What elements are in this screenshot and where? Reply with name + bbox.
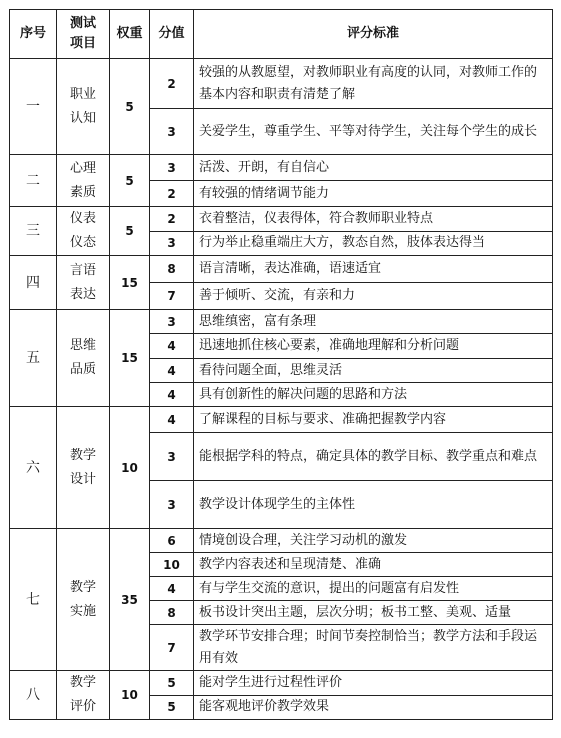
row-score: 7 [150,625,194,671]
table-row [10,671,553,696]
row-score: 8 [150,601,194,625]
row-score: 3 [150,433,194,481]
group-weight: 10 [110,407,150,529]
header-seq: 序号 [10,10,57,59]
table-row [10,407,553,433]
row-score: 10 [150,553,194,577]
row-score: 3 [150,231,194,256]
row-score: 5 [150,695,194,720]
row-criteria: 教学环节安排合理；时间节奏控制恰当；教学方法和手段运用有效 [194,625,553,671]
row-score: 4 [150,359,194,383]
table-row [10,310,553,334]
row-score: 2 [150,181,194,207]
table-row [10,155,553,181]
group-seq: 一 [10,59,57,155]
scoring-table [9,9,553,720]
group-weight: 15 [110,310,150,407]
row-score: 2 [150,207,194,232]
row-score: 5 [150,671,194,696]
group-project-text: 教学设计 [69,447,96,487]
group-weight: 15 [110,256,150,310]
row-score: 3 [150,310,194,334]
group-seq: 二 [10,155,57,207]
group-weight: 10 [110,671,150,720]
row-criteria: 关爱学生，尊重学生、平等对待学生，关注每个学生的成长 [194,109,553,155]
group-weight: 5 [110,207,150,256]
row-criteria: 活泼、开朗，有自信心 [194,155,553,181]
header-weight: 权重 [110,10,150,59]
row-criteria: 善于倾听、交流，有亲和力 [194,283,553,310]
row-criteria: 了解课程的目标与要求、准确把握教学内容 [194,407,553,433]
header-score: 分值 [150,10,194,59]
group-project [57,671,110,720]
row-score: 4 [150,577,194,601]
group-project-text: 思维品质 [69,338,96,377]
group-project-text: 心理素质 [69,160,96,200]
group-project [57,310,110,407]
row-score: 3 [150,155,194,181]
group-project-text: 言语表达 [69,262,96,302]
row-score: 3 [150,481,194,529]
row-criteria: 板书设计突出主题，层次分明；板书工整、美观、适量 [194,601,553,625]
row-criteria: 看待问题全面，思维灵活 [194,359,553,383]
row-score: 4 [150,407,194,433]
row-criteria: 较强的从教愿望，对教师职业有高度的认同，对教师工作的基本内容和职责有清楚了解 [194,59,553,109]
group-project [57,207,110,256]
group-weight: 5 [110,155,150,207]
header-project [57,10,110,59]
row-criteria: 能客观地评价教学效果 [194,695,553,720]
header-row [10,10,553,59]
table-row [10,529,553,553]
row-score: 7 [150,283,194,310]
group-weight: 5 [110,59,150,155]
row-criteria: 迅速地抓住核心要素，准确地理解和分析问题 [194,334,553,359]
row-criteria: 行为举止稳重端庄大方，教态自然，肢体表达得当 [194,231,553,256]
row-criteria: 能对学生进行过程性评价 [194,671,553,696]
row-criteria: 情境创设合理，关注学习动机的激发 [194,529,553,553]
row-score: 6 [150,529,194,553]
row-criteria: 语言清晰，表达准确，语速适宜 [194,256,553,283]
row-criteria: 衣着整洁，仪表得体，符合教师职业特点 [194,207,553,232]
table-row [10,207,553,232]
group-seq: 四 [10,256,57,310]
row-criteria: 教学内容表述和呈现清楚、准确 [194,553,553,577]
row-criteria: 有较强的情绪调节能力 [194,181,553,207]
row-score: 4 [150,334,194,359]
group-project [57,407,110,529]
row-criteria: 能根据学科的特点，确定具体的教学目标、教学重点和难点 [194,433,553,481]
row-score: 2 [150,59,194,109]
row-criteria: 具有创新性的解决问题的思路和方法 [194,383,553,407]
group-project-text: 教学实施 [69,579,96,619]
group-project-text: 仪表仪态 [69,211,96,250]
row-criteria: 有与学生交流的意识，提出的问题富有启发性 [194,577,553,601]
row-criteria: 思维缜密，富有条理 [194,310,553,334]
group-project [57,529,110,671]
row-criteria: 教学设计体现学生的主体性 [194,481,553,529]
group-project [57,155,110,207]
group-seq: 五 [10,310,57,407]
table-row [10,59,553,109]
table-row [10,256,553,283]
row-score: 3 [150,109,194,155]
header-project-text: 测试项目 [69,16,96,51]
group-project [57,59,110,155]
row-score: 4 [150,383,194,407]
group-seq: 八 [10,671,57,720]
group-seq: 六 [10,407,57,529]
group-project-text: 教学评价 [69,675,96,714]
group-project-text: 职业认知 [69,86,96,126]
group-weight: 35 [110,529,150,671]
group-seq: 三 [10,207,57,256]
row-score: 8 [150,256,194,283]
header-criteria: 评分标准 [194,10,553,59]
group-project [57,256,110,310]
group-seq: 七 [10,529,57,671]
